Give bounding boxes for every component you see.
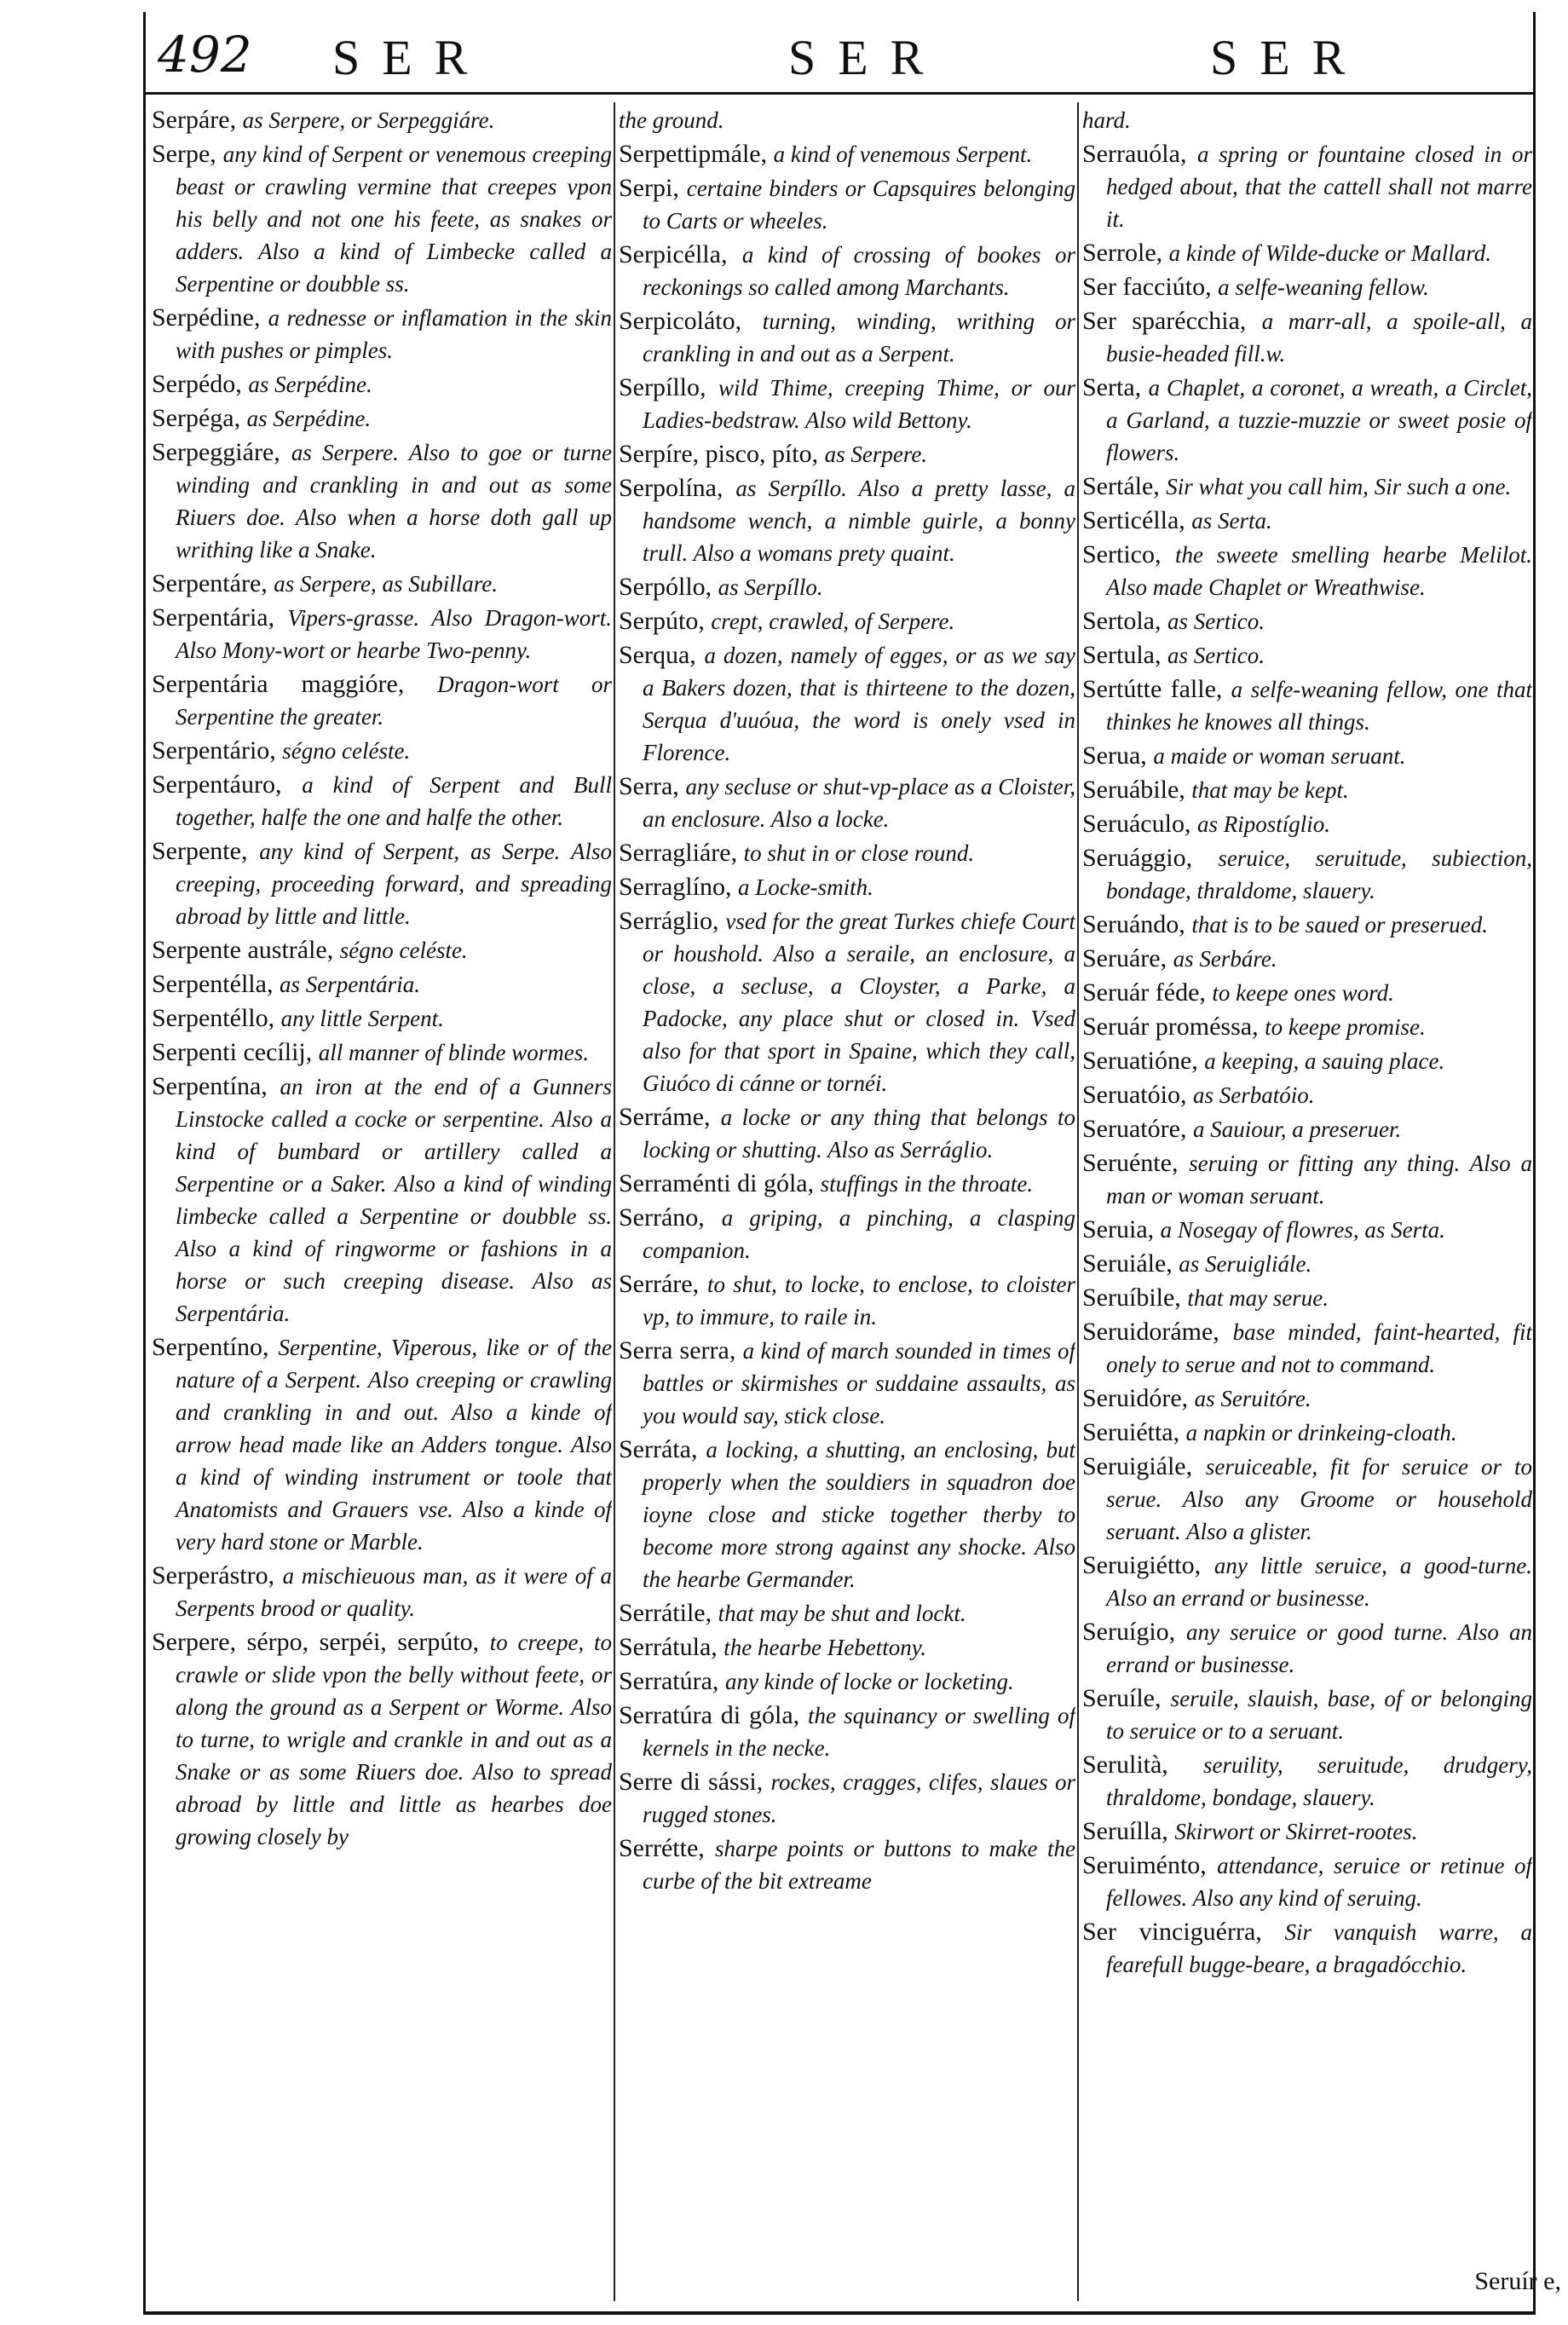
entry-definition: Serpentine, Viperous, like or of the nature of a Serpent. Also creeping or crawling and crankling in and out. Also a kinde of arrow head made like an Adders tongue. Also a kind of winding instrument or toole that Anatomists and Grauers vse. Also a kinde of very hard stone or Marble. [176, 1335, 612, 1555]
dictionary-entry [1082, 740, 1532, 772]
dictionary-entry [1082, 639, 1532, 672]
entry-headword: Seruáre, [1082, 944, 1167, 972]
entry-definition: attendance, seruice or retinue of fellowes. Also any kind of seruing. [1106, 1853, 1532, 1911]
entry-headword: Ser facciúto, [1082, 273, 1212, 301]
dictionary-entry [1082, 1079, 1532, 1111]
entry-definition: Sir vanquish warre, a fearefull bugge-beare, a bragadócchio. [1106, 1919, 1532, 1977]
dictionary-entry [1082, 1382, 1532, 1415]
dictionary-entry [1082, 1214, 1532, 1246]
dictionary-entry [152, 835, 612, 932]
entry-headword: Serpédo, [152, 370, 242, 398]
entry-definition: Skirwort or Skirret-rootes. [1174, 1819, 1418, 1844]
entry-headword: Serpóllo, [619, 573, 712, 601]
entry-headword: Serpettipmále, [619, 140, 768, 168]
entry-headword: Serpentária maggióre, [152, 670, 405, 698]
entry-headword: Serráglio, [619, 907, 719, 935]
entry-definition: any seruice or good turne. Also an errand or businesse. [1106, 1619, 1532, 1677]
column-2 [619, 104, 1075, 2294]
entry-definition: any kind of Serpent or venemous creeping beast or crawling vermine that creepes vpon his belly and not one his feete, as snakes or adders. Also a kind of Limbecke called a Serpentine or doubble ss. [176, 141, 612, 297]
entry-definition: as Serpere, or Serpeggiáre. [242, 107, 495, 133]
entry-headword: Serpentáuro, [152, 770, 282, 799]
dictionary-entry [1082, 539, 1532, 603]
dictionary-entry [619, 372, 1075, 436]
dictionary-entry [619, 104, 1075, 136]
entry-definition: seruile, slauish, base, of or belonging to seruice or to a seruant. [1106, 1686, 1532, 1744]
entry-headword: Seruár féde, [1082, 978, 1206, 1007]
dictionary-entry [152, 1626, 612, 1853]
dictionary-entry [1082, 774, 1532, 806]
dictionary-entry [619, 472, 1075, 569]
column-divider [614, 102, 615, 2301]
entry-definition: as Seruigliále. [1179, 1251, 1312, 1277]
dictionary-entry [1082, 605, 1532, 638]
entry-definition: that may serue. [1187, 1285, 1329, 1311]
entry-headword: Serra, [619, 772, 679, 800]
dictionary-entry [1082, 1916, 1532, 1981]
entry-definition: as Serpentária. [279, 972, 420, 997]
dictionary-entry [152, 1070, 612, 1330]
dictionary-entry [152, 104, 612, 136]
entry-definition: as Serbáre. [1173, 946, 1277, 972]
entry-definition: a kind of crossing of bookes or reckonings so called among Marchants. [643, 242, 1075, 300]
entry-definition: a marr-all, a spoile-all, a busie-headed fill.w. [1106, 309, 1532, 366]
dictionary-entry [1082, 138, 1532, 235]
entry-headword: Seruílla, [1082, 1817, 1168, 1845]
entry-definition: a maide or woman seruant. [1153, 743, 1406, 769]
entry-headword: Seruár proméssa, [1082, 1012, 1259, 1041]
entry-headword: Seruigiétto, [1082, 1551, 1202, 1579]
entry-headword: Serrátula, [619, 1633, 718, 1661]
column-divider [1077, 102, 1079, 2301]
dictionary-entry [152, 402, 612, 435]
entry-headword: Serrauóla, [1082, 140, 1187, 168]
dictionary-entry [152, 1036, 612, 1069]
entry-definition: a locking, a shutting, an enclosing, but properly when the souldiers in squadron doe ioyne close and sticke together therby to become more strong against any shocke. Also the hearbe Germander. [643, 1437, 1075, 1592]
entry-definition: a Locke-smith. [737, 874, 873, 900]
entry-headword: Seruíle, [1082, 1684, 1162, 1712]
dictionary-entry [152, 138, 612, 300]
entry-definition: stuffings in the throate. [820, 1171, 1034, 1197]
dictionary-entry [619, 1832, 1075, 1897]
entry-definition: any little seruice, a good-turne. Also an errand or businesse. [1106, 1553, 1532, 1611]
entry-definition: a dozen, namely of egges, or as we say a Bakers dozen, that is thirteene to the dozen, Serqua d'uuóua, the word is onely vsed in Florence. [643, 643, 1075, 765]
entry-headword: Serratúra, [619, 1667, 719, 1695]
entry-definition: as Sertico. [1167, 609, 1265, 634]
entry-headword: Serpente austrále, [152, 936, 334, 964]
entry-definition: that may be kept. [1191, 777, 1349, 803]
entry-definition: that may be shut and lockt. [718, 1601, 966, 1626]
entry-headword: Serpentária, [152, 603, 275, 632]
entry-headword: Serpíre, pisco, píto, [619, 440, 819, 468]
entry-definition: ségno celéste. [339, 938, 468, 963]
dictionary-entry [152, 968, 612, 1001]
entry-headword: Seruatóre, [1082, 1115, 1187, 1143]
entry-definition: a selfe-weaning fellow. [1218, 274, 1429, 300]
column-3 [1082, 104, 1532, 2294]
entry-headword: Seruidóre, [1082, 1384, 1189, 1412]
entry-headword: Serra serra, [619, 1336, 736, 1364]
entry-headword: Serpentélla, [152, 970, 274, 998]
dictionary-entry [619, 138, 1075, 170]
entry-definition: a rednesse or inflamation in the skin with pushes or pimples. [176, 305, 612, 363]
entry-headword: Serpentína, [152, 1072, 268, 1100]
dictionary-entry [619, 1597, 1075, 1630]
entry-headword: Serraménti di góla, [619, 1169, 815, 1197]
headword-center: SER [788, 30, 946, 85]
entry-headword: Serraglíno, [619, 873, 732, 901]
entry-headword: Seruigiále, [1082, 1452, 1193, 1480]
entry-definition: any kind of Serpent, as Serpe. Also creeping, proceeding forward, and spreading abroad by little and little. [176, 839, 612, 929]
entry-headword: Serua, [1082, 741, 1147, 770]
entry-definition: as Ripostíglio. [1196, 811, 1330, 837]
entry-headword: Serpicoláto, [619, 307, 742, 335]
dictionary-entry [152, 436, 612, 566]
dictionary-entry [1082, 673, 1532, 738]
dictionary-entry [152, 668, 612, 733]
entry-headword: Seruénte, [1082, 1149, 1179, 1177]
dictionary-entry [1082, 1849, 1532, 1914]
entry-headword: Serpenti cecílij, [152, 1038, 313, 1066]
entry-headword: Seruidoráme, [1082, 1318, 1219, 1346]
dictionary-entry [152, 302, 612, 366]
dictionary-entry [1082, 1682, 1532, 1747]
entry-definition: as Serpere, as Subillare. [274, 571, 498, 597]
dictionary-entry [1082, 1011, 1532, 1043]
entry-headword: Serpíllo, [619, 373, 706, 401]
entry-definition: as Seruitóre. [1194, 1386, 1311, 1411]
dictionary-entry [619, 770, 1075, 835]
dictionary-entry [619, 1766, 1075, 1831]
entry-definition: to keepe ones word. [1212, 980, 1394, 1006]
entry-definition: to shut, to locke, to enclose, to cloister vp, to immure, to raile in. [643, 1272, 1075, 1330]
entry-headword: Serrétte, [619, 1834, 705, 1862]
entry-definition: certaine binders or Capsquires belonging to Carts or wheeles. [643, 176, 1075, 234]
entry-definition: to shut in or close round. [743, 840, 975, 866]
entry-headword: Seruáculo, [1082, 810, 1191, 838]
dictionary-entry [152, 735, 612, 767]
entry-headword: Serta, [1082, 373, 1142, 401]
entry-definition: a mischieuous man, as it were of a Serpents brood or quality. [176, 1563, 612, 1621]
entry-headword: Ser sparécchia, [1082, 307, 1247, 335]
dictionary-entry [1082, 1451, 1532, 1548]
entry-definition: a napkin or drinkeing-cloath. [1185, 1420, 1457, 1445]
entry-definition: a spring or fountaine closed in or hedged about, that the cattell shall not marre it. [1106, 141, 1532, 232]
entry-definition: seruice, seruitude, subiection, bondage, thraldome, slauery. [1106, 845, 1532, 903]
dictionary-entry [1082, 1749, 1532, 1814]
dictionary-entry [1082, 808, 1532, 840]
dictionary-entry [619, 438, 1075, 470]
entry-headword: Serrole, [1082, 239, 1163, 267]
entry-definition: as Serpíllo. Also a pretty lasse, a handsome wench, a nimble guirle, a bonny trull. Also a womans prety quaint. [643, 476, 1075, 566]
dictionary-entry [619, 837, 1075, 869]
entry-headword: Serpáre, [152, 106, 237, 134]
entry-definition: crept, crawled, of Serpere. [711, 609, 955, 634]
dictionary-entry [619, 1699, 1075, 1764]
entry-headword: Serpolína, [619, 474, 723, 502]
dictionary-entry [1082, 237, 1532, 269]
entry-headword: Seruábile, [1082, 776, 1185, 804]
entry-definition: seruing or fitting any thing. Also a man or woman seruant. [1106, 1151, 1532, 1209]
entry-headword: Seruiále, [1082, 1249, 1173, 1278]
entry-headword: Serpe, [152, 140, 216, 168]
headword-right: SER [1210, 30, 1368, 85]
dictionary-entry [619, 1665, 1075, 1698]
entry-headword: Sertola, [1082, 607, 1162, 635]
dictionary-entry [1082, 909, 1532, 941]
entry-definition: as Serpédine. [246, 406, 372, 431]
dictionary-entry [619, 1168, 1075, 1200]
entry-definition: a locke or any thing that belongs to locking or shutting. Also as Serráglio. [643, 1105, 1075, 1162]
entry-headword: Serpúto, [619, 607, 705, 635]
catchword: Seruír e, [1474, 2267, 1561, 2295]
entry-headword: Seruiménto, [1082, 1851, 1207, 1879]
dictionary-entry [152, 602, 612, 666]
entry-headword: Serpi, [619, 174, 679, 202]
entry-definition: rockes, cragges, clifes, slaues or rugged stones. [643, 1769, 1075, 1827]
dictionary-entry [1082, 842, 1532, 907]
entry-definition: Sir what you call him, Sir such a one. [1166, 474, 1512, 499]
entry-definition: any little Serpent. [280, 1006, 444, 1031]
dictionary-entry [152, 568, 612, 600]
entry-headword: Serpentário, [152, 736, 276, 764]
dictionary-entry [1082, 305, 1532, 370]
dictionary-entry [619, 871, 1075, 903]
entry-definition: vsed for the great Turkes chiefe Court or houshold. Also a seraile, an enclosure, a close, a secluse, a Cloyster, a Parke, a Padocke, any place shut or closed in. Vsed also for that sport in Spaine, which they call, Giuóco di cánne or tornéi. [643, 909, 1075, 1096]
entry-definition: as Serbatóio. [1192, 1082, 1315, 1108]
dictionary-entry [1082, 470, 1532, 503]
entry-definition: the sweete smelling hearbe Melilot. Also made Chaplet or Wreathwise. [1106, 542, 1532, 600]
dictionary-entry [1082, 977, 1532, 1009]
entry-definition: the squinancy or swelling of kernels in the necke. [643, 1703, 1075, 1761]
entry-headword: Serpentáre, [152, 569, 268, 597]
page-number: 492 [158, 26, 252, 84]
dictionary-entry [1082, 1248, 1532, 1280]
entry-definition: a Sauiour, a preseruer. [1192, 1116, 1402, 1142]
entry-definition: seruiceable, fit for seruice or to serue. Also any Groome or household seruant. Also a glister. [1106, 1454, 1532, 1544]
dictionary-entry [619, 239, 1075, 303]
entry-definition: as Serpédine. [248, 372, 372, 397]
entry-headword: Serratúra di góla, [619, 1701, 800, 1729]
dictionary-entry [619, 1202, 1075, 1266]
entry-headword: Serragliáre, [619, 839, 738, 867]
column-1 [152, 104, 612, 2294]
dictionary-entry [1082, 1316, 1532, 1381]
dictionary-entry [1082, 1815, 1532, 1848]
dictionary-entry [1082, 271, 1532, 303]
dictionary-entry [619, 639, 1075, 769]
dictionary-entry [152, 1002, 612, 1035]
entry-definition: Vipers-grasse. Also Dragon-wort. Also Mony-wort or hearbe Two-penny. [176, 605, 612, 663]
entry-headword: Sertula, [1082, 641, 1162, 669]
entry-headword: Seruándo, [1082, 910, 1185, 938]
entry-definition: the hearbe Hebettony. [723, 1635, 926, 1660]
dictionary-entry [152, 1560, 612, 1624]
dictionary-entry [619, 1631, 1075, 1664]
dictionary-entry [1082, 943, 1532, 975]
entry-definition: seruility, seruitude, drudgery, thraldome, bondage, slauery. [1106, 1752, 1532, 1810]
entry-definition: Dragon-wort or Serpentine the greater. [176, 672, 612, 730]
entry-headword: Seruággio, [1082, 844, 1193, 872]
dictionary-entry [1082, 1549, 1532, 1614]
entry-headword: Serpentéllo, [152, 1004, 275, 1032]
entry-definition: to creepe, to crawle or slide vpon the belly without feete, or along the ground as a Serpent or Worme. Also to turne, to wrigle and crankle in and out as a Snake or as some Riuers doe. Also to spread abroad by little and little as hearbes doe growing closely by [176, 1630, 612, 1849]
entry-headword: Serqua, [619, 641, 696, 669]
dictionary-entry [1082, 505, 1532, 537]
entry-headword: Seruia, [1082, 1215, 1155, 1243]
entry-definition: as Serpere. [824, 441, 928, 467]
dictionary-entry [152, 934, 612, 966]
entry-definition: any secluse or shut-vp-place as a Cloister, an enclosure. Also a locke. [643, 774, 1075, 832]
dictionary-entry [152, 769, 612, 834]
dictionary-entry [619, 571, 1075, 603]
entry-definition: a Nosegay of flowres, as Serta. [1160, 1217, 1445, 1243]
entry-headword: Serperástro, [152, 1561, 275, 1589]
entry-headword: Seruiétta, [1082, 1418, 1180, 1446]
entry-definition: an iron at the end of a Gunners Linstocke called a cocke or serpentine. Also a kind of bumbard or artillery called a Serpentine or a Saker. Also a kind of winding limbecke called a Serpentine or doubble ss. Also a kind of ringworme or fashions in a horse or such creeping disease. Also as Serpentária. [176, 1074, 612, 1326]
entry-definition: hard. [1082, 107, 1131, 133]
entry-headword: Sertále, [1082, 472, 1160, 500]
entry-definition: as Serpere. Also to goe or turne winding and crankling in and out as some Riuers doe. Also when a horse doth gall up writhing like a Snake. [176, 440, 612, 562]
dictionary-entry [1082, 372, 1532, 469]
dictionary-entry [152, 1331, 612, 1558]
dictionary-entry [1082, 1416, 1532, 1449]
entry-definition: as Serpíllo. [718, 574, 823, 600]
dictionary-entry [1082, 104, 1532, 136]
dictionary-entry [619, 1268, 1075, 1333]
headword-left: SER [332, 30, 490, 85]
entry-headword: Seruatóio, [1082, 1081, 1187, 1109]
entry-definition: a Chaplet, a coronet, a wreath, a Circlet, a Garland, a tuzzie-muzzie or sweet posie of flowers. [1106, 375, 1532, 465]
entry-definition: any kinde of locke or locketing. [724, 1669, 1014, 1694]
entry-definition: a griping, a pinching, a clasping companion. [643, 1205, 1075, 1263]
entry-headword: Serpere, sérpo, serpéi, serpúto, [152, 1628, 480, 1656]
entry-headword: Serulità, [1082, 1751, 1168, 1779]
entry-headword: Sertútte falle, [1082, 675, 1223, 703]
entry-headword: Serráno, [619, 1203, 705, 1232]
running-header [149, 17, 1525, 90]
entry-headword: Serpente, [152, 837, 248, 865]
dictionary-entry [619, 905, 1075, 1099]
footer-rule [143, 2311, 1536, 2315]
entry-definition: a selfe-weaning fellow, one that thinkes he knowes all things. [1106, 677, 1532, 735]
entry-definition: a kind of venemous Serpent. [773, 141, 1033, 167]
dictionary-entry [619, 1101, 1075, 1166]
dictionary-entry [619, 172, 1075, 237]
entry-headword: Serpicélla, [619, 240, 728, 268]
entry-definition: sharpe points or buttons to make the curbe of the bit extreame [643, 1836, 1075, 1894]
entry-definition: a kind of Serpent and Bull together, halfe the one and halfe the other. [176, 772, 612, 830]
entry-definition: ségno celéste. [282, 738, 411, 764]
entry-definition: to keepe promise. [1265, 1014, 1426, 1040]
entry-definition: a kinde of Wilde-ducke or Mallard. [1168, 240, 1492, 266]
entry-definition: all manner of blinde wormes. [318, 1040, 590, 1065]
dictionary-entry [619, 305, 1075, 370]
entry-headword: Ser vinciguérra, [1082, 1918, 1262, 1946]
entry-definition: base minded, faint-hearted, fit onely to serue and not to command. [1106, 1319, 1532, 1377]
entry-headword: Serpentíno, [152, 1333, 269, 1361]
entry-headword: Seruatióne, [1082, 1047, 1198, 1075]
entry-headword: Seruígio, [1082, 1618, 1176, 1646]
entry-headword: Serrátile, [619, 1599, 712, 1627]
entry-definition: as Sertico. [1167, 643, 1265, 668]
entry-definition: that is to be saued or preserued. [1191, 912, 1489, 938]
entry-definition: as Serta. [1191, 508, 1272, 534]
dictionary-entry [152, 368, 612, 401]
entry-headword: Sertico, [1082, 540, 1162, 568]
dictionary-entry [1082, 1616, 1532, 1681]
entry-definition: a kind of march sounded in times of battles or skirmishes or suddaine assaults, as you would say, stick close. [643, 1338, 1075, 1428]
dictionary-entry [619, 1434, 1075, 1595]
entry-headword: Serpédine, [152, 303, 261, 332]
dictionary-entry [619, 605, 1075, 638]
dictionary-entry [1082, 1045, 1532, 1077]
dictionary-entry [1082, 1282, 1532, 1314]
entry-definition: the ground. [619, 107, 724, 133]
header-rule [143, 92, 1536, 95]
entry-definition: a keeping, a sauing place. [1204, 1048, 1445, 1074]
entry-headword: Serráta, [619, 1435, 698, 1463]
entry-headword: Serpéga, [152, 404, 241, 432]
dictionary-entry [1082, 1147, 1532, 1212]
entry-headword: Serticélla, [1082, 506, 1185, 534]
dictionary-entry [619, 1335, 1075, 1432]
dictionary-entry [1082, 1113, 1532, 1145]
entry-definition: turning, winding, writhing or crankling in and out as a Serpent. [643, 309, 1075, 366]
entry-headword: Serráre, [619, 1270, 700, 1298]
entry-headword: Serráme, [619, 1103, 711, 1131]
entry-headword: Serpeggiáre, [152, 438, 280, 466]
entry-headword: Serre di sássi, [619, 1768, 764, 1796]
entry-headword: Seruíbile, [1082, 1284, 1181, 1312]
entry-definition: wild Thime, creeping Thime, or our Ladies-bedstraw. Also wild Bettony. [643, 375, 1075, 433]
